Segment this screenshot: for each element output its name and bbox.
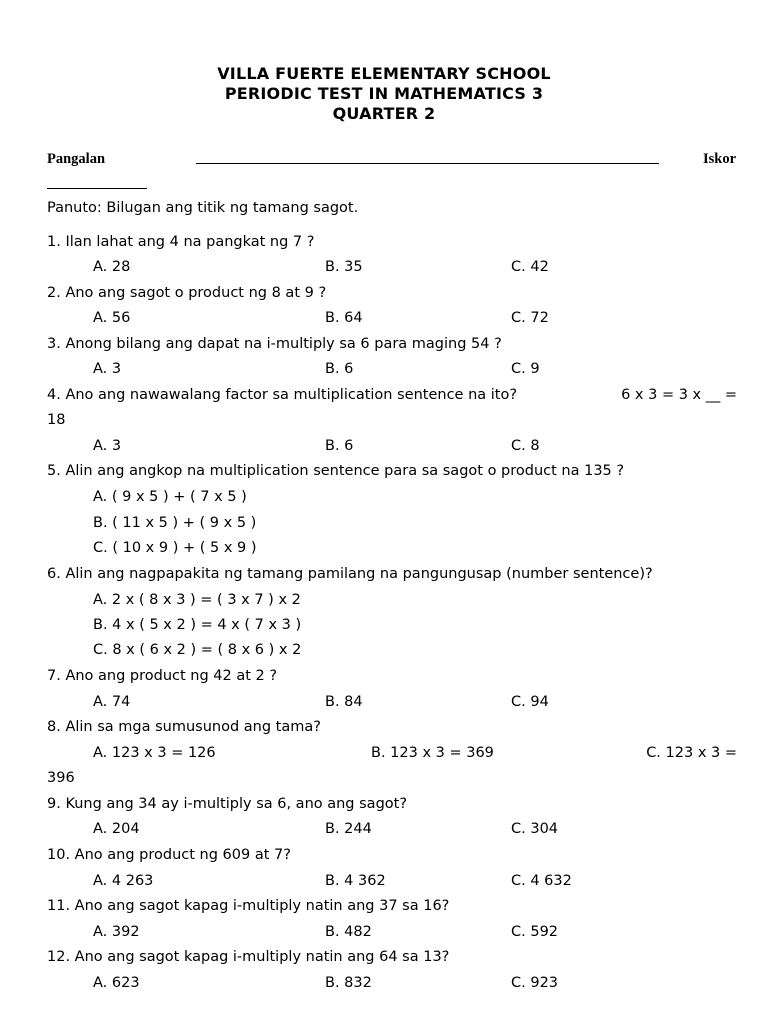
name-blank [196,163,659,164]
q2-option-c: C. 72 [511,310,549,326]
q2-option-b: B. 64 [325,310,363,326]
q7-option-c: C. 94 [511,694,549,710]
question-3: 3. Anong bilang ang dapat na i-multiply sa 6 para maging 54 ? [47,336,502,352]
q10-option-b: B. 4 362 [325,873,386,889]
q4-option-b: B. 6 [325,438,354,454]
q6-option-b: B. 4 x ( 5 x 2 ) = 4 x ( 7 x 3 ) [93,617,302,633]
q10-option-a: A. 4 263 [93,873,154,889]
q1-option-b: B. 35 [325,259,363,275]
school-title: VILLA FUERTE ELEMENTARY SCHOOL [217,64,551,83]
q8-option-a: A. 123 x 3 = 126 [93,745,216,761]
quarter-title: QUARTER 2 [332,104,436,123]
q10-option-c: C. 4 632 [511,873,572,889]
question-10: 10. Ano ang product ng 609 at 7? [47,847,291,863]
q12-option-b: B. 832 [325,975,372,991]
q5-option-c: C. ( 10 x 9 ) + ( 5 x 9 ) [93,540,257,556]
q4-equation-end: 18 [47,412,66,428]
q7-option-b: B. 84 [325,694,363,710]
instructions: Panuto: Bilugan ang titik ng tamang sagot. [47,200,359,216]
test-title: PERIODIC TEST IN MATHEMATICS 3 [224,84,544,103]
question-12: 12. Ano ang sagot kapag i-multiply natin ang 64 sa 13? [47,949,450,965]
q1-option-a: A. 28 [93,259,131,275]
question-4: 4. Ano ang nawawalang factor sa multiplication sentence na ito? [47,387,518,403]
question-6: 6. Alin ang nagpapakita ng tamang pamilang na pangungusap (number sentence)? [47,566,653,582]
q9-option-a: A. 204 [93,821,140,837]
q6-option-c: C. 8 x ( 6 x 2 ) = ( 8 x 6 ) x 2 [93,642,302,658]
q3-option-b: B. 6 [325,361,354,377]
q2-option-a: A. 56 [93,310,131,326]
q8-option-c-end: 396 [47,770,75,786]
score-blank [47,188,147,189]
q1-option-c: C. 42 [511,259,549,275]
score-label: Iskor [703,151,737,167]
q6-option-a: A. 2 x ( 8 x 3 ) = ( 3 x 7 ) x 2 [93,592,301,608]
q9-option-b: B. 244 [325,821,372,837]
q11-option-b: B. 482 [325,924,372,940]
q3-option-c: C. 9 [511,361,540,377]
q5-option-b: B. ( 11 x 5 ) + ( 9 x 5 ) [93,515,257,531]
question-8: 8. Alin sa mga sumusunod ang tama? [47,719,321,735]
q9-option-c: C. 304 [511,821,559,837]
question-1: 1. Ilan lahat ang 4 na pangkat ng 7 ? [47,234,315,250]
q4-equation: 6 x 3 = 3 x __ = [621,387,737,403]
question-5: 5. Alin ang angkop na multiplication sentence para sa sagot o product na 135 ? [47,463,625,479]
question-7: 7. Ano ang product ng 42 at 2 ? [47,668,278,684]
q5-option-a: A. ( 9 x 5 ) + ( 7 x 5 ) [93,489,247,505]
q4-option-c: C. 8 [511,438,540,454]
q3-option-a: A. 3 [93,361,122,377]
question-9: 9. Kung ang 34 ay i-multiply sa 6, ano ang sagot? [47,796,408,812]
q11-option-c: C. 592 [511,924,559,940]
question-11: 11. Ano ang sagot kapag i-multiply natin ang 37 sa 16? [47,898,450,914]
question-2: 2. Ano ang sagot o product ng 8 at 9 ? [47,285,327,301]
q12-option-c: C. 923 [511,975,559,991]
q4-option-a: A. 3 [93,438,122,454]
q11-option-a: A. 392 [93,924,140,940]
q8-option-b: B. 123 x 3 = 369 [371,745,494,761]
q8-option-c: C. 123 x 3 = [646,745,737,761]
q7-option-a: A. 74 [93,694,131,710]
name-label: Pangalan [47,151,106,167]
q12-option-a: A. 623 [93,975,140,991]
